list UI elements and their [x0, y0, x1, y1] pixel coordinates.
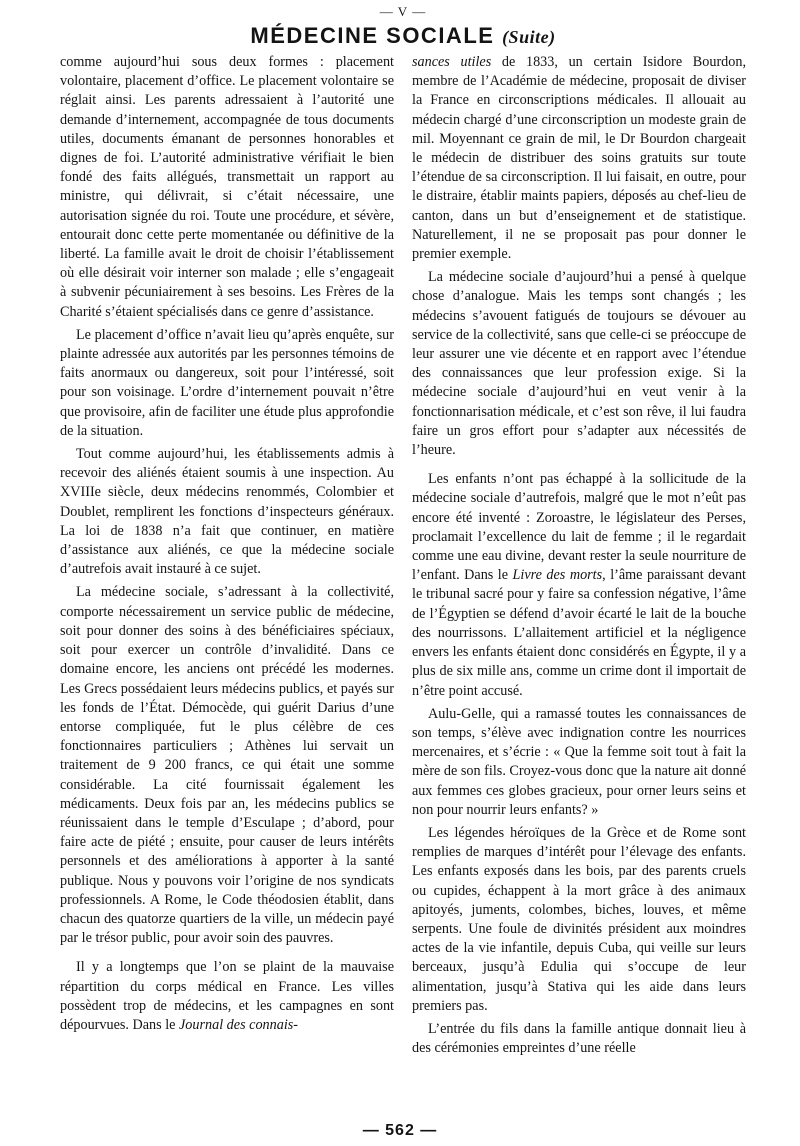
italic-title: Livre des morts	[512, 567, 603, 584]
text-columns	[60, 53, 746, 1062]
title-text: MÉDECINE SOCIALE	[250, 23, 495, 48]
paragraph-text: de 1833, un certain Isidore Bourdon, membre de l’Académie de médecine, proposait de diviser la France en circonscriptions médicales. Il allouait au médecin chargé d’une circonscription un modeste grain de mil. Moyennant ce grain de mil, le Dr Bourdon chargeait le médecin de distribuer des soins gratuits sur toute l’étendue de sa circonscription. Il lui faisait, en outre, pour le distraire, établir maints papiers, déposés au chef-lieu de canton, dans un but d’enseignement et de statistique. Naturellement, il ne se proposait pas pour donner le premier exemple.	[412, 54, 747, 263]
page-number: — 562 —	[362, 1122, 438, 1139]
paragraph: Les légendes héroïques de la Grèce et de Rome sont remplies de marques d’intérêt pour l’élevage des enfants. Les enfants exposés dans les bois, par des parents cruels ou cupides, échappent à la mort grâce à des animaux apitoyés, juments, colombes, biches, louves, et même serpents. Une foule de divinités président aux moindres actes de la vie infantile, depuis Cuba, qui veille sur leurs berceaux, jusqu’à Edulia qui s’occupe de leur alimentation, jusqu’à Stativa qui les aide dans leurs premiers pas.	[412, 824, 746, 1014]
paragraph-text: Les enfants n’ont pas échappé à la sollicitude de la médecine sociale d’autrefois, malgré que le mot n’eût pas encore été inventé : Zoroastre, le législateur des Perses, proclamait l’excellence du lait de femme ; il le regardait comme une eau divine, devant rester la seule nourriture de l’enfant. Dans le	[412, 471, 746, 584]
paragraph	[412, 53, 746, 264]
page-title	[60, 22, 746, 51]
paragraph: La médecine sociale d’aujourd’hui a pensé à quelque chose d’analogue. Mais les temps sont changés ; les médecins s’avouent fatigués de toujours se dévouer au service de la collectivité, sans que celle-ci se préoccupe de leur assurer une vie décente et en rapport avec l’étendue des connaissances que leur profession exige. Si la médecine sociale d’aujourd’hui en veut venir à la fonctionnarisation médicale, et c’est son rêve, il lui faudra faire un gros effort pour s’adapter aux nécessités de l’heure.	[412, 269, 746, 459]
title-subtitle: (Suite)	[502, 27, 556, 47]
paragraph: Le placement d’office n’avait lieu qu’après enquête, sur plainte adressée aux autorités par les personnes témoins de faits anormaux ou dangereux, soit pour l’intéressé, soit pour son voisinage. L’ordre d’internement pouvait n’être que provisoire, afin de faciliter une étude plus approfondie de la situation.	[60, 326, 394, 439]
italic-title: Journal des connais-	[179, 1016, 299, 1033]
paragraph	[412, 470, 746, 700]
paragraph: La médecine sociale, s’adressant à la collectivité, comporte nécessairement un service public de médecine, soit pour donner des soins à des bénéficiaires spéciaux, soit pour exercer un contrôle d’invalidité. Dans ce domaine encore, les anciens ont précédé les modernes. Les Grecs possédaient leurs médecins publics, et payés sur les fonds de l’État. Démocède, qui guérit Darius d’une entorse compliquée, fut le plus célèbre de ces fonctionnaires particuliers ; Athènes lui servait un traitement de 9 200 francs, ce qui était une somme considérable. La cité fournissait également les médicaments. Deux fois par an, les médecins publics se réunissaient dans le temple d’Esculape ; d’abord, pour faire acte de piété ; ensuite, pour causer de leurs intérêts personnels et des améliorations à apporter à la santé publique. Nous y pouvons voir l’origine de nos syndicats professionnels. A Rome, le Code théodosien établit, dans chacun des quatorze quartiers de la ville, un médecin payé par le trésor public, pour avoir soin des pauvres.	[60, 584, 394, 947]
left-column	[60, 53, 394, 1062]
quotation: « Que la femme soit tout à fait la mère de son fils. Croyez-vous donc que la nature ait donné aux femmes ces globes gracieux, pour orner leurs seins et non pour nourrir leurs enfants? »	[412, 744, 746, 818]
paragraph-text: , l’âme paraissant devant le tribunal sacré pour y faire sa confession négative, l’âme de l’Égyptien se défend d’avoir écarté le lait de la bouche des nourrissons. L’allaitement artificiel et la négligence envers les enfants étaient donc considérés en Égypte, il y a plus de six mille ans, comme un crime dont il importait de n’être point accusé.	[412, 567, 746, 699]
paragraph: L’entrée du fils dans la famille antique donnait lieu à des cérémonies empreintes d’une réelle	[412, 1020, 746, 1057]
italic-title: sances utiles	[412, 54, 492, 70]
right-column	[412, 53, 746, 1062]
paragraph	[60, 958, 394, 1035]
paragraph-text: Il y a longtemps que l’on se plaint de la mauvaise répartition du corps médical en France. Les villes possèdent trop de médecins, et les campagnes en sont dépourvues. Dans le	[60, 959, 394, 1033]
paragraph	[412, 705, 746, 820]
paragraph-text: Aulu-Gelle, qui a ramassé toutes les connaissances de son temps, s’élève avec indignation contre les nourrices mercenaires, et s’écrie :	[412, 705, 746, 761]
section-folio: — V —	[379, 4, 427, 19]
paragraph: Tout comme aujourd’hui, les établissements admis à recevoir des aliénés étaient soumis à une inspection. Au XVIIIe siècle, deux médecins renommés, Colombier et Doublet, remplirent les fonctions d’inspecteurs généraux. La loi de 1838 n’a fait que continuer, en matière d’assistance aux aliénés, ce que la médecine sociale d’autrefois avait instauré à ce sujet.	[60, 446, 394, 578]
paragraph: comme aujourd’hui sous deux formes : placement volontaire, placement d’office. Le placement volontaire se réglait ainsi. Les parents adressaient à l’autorité une demande d’internement, accompagnée de tous documents utiles, documents émanant de personnes honorables et dignes de foi. L’autorité administrative vérifiait le bien fondé des faits allégués, transmettait un rapport au ministre, qui délivrait, si c’était nécessaire, une autorisation signée du roi. Toute une procédure, et sévère, entourait donc cette perte momentanée ou définitive de la liberté. La famille avait le droit de choisir l’établissement où elle désirait voir interner son malade ; elle s’engageait à subvenir pécuniairement à ses besoins. Les Frères de la Charité s’étaient spécialisés dans ce genre d’assistance.	[60, 54, 394, 320]
